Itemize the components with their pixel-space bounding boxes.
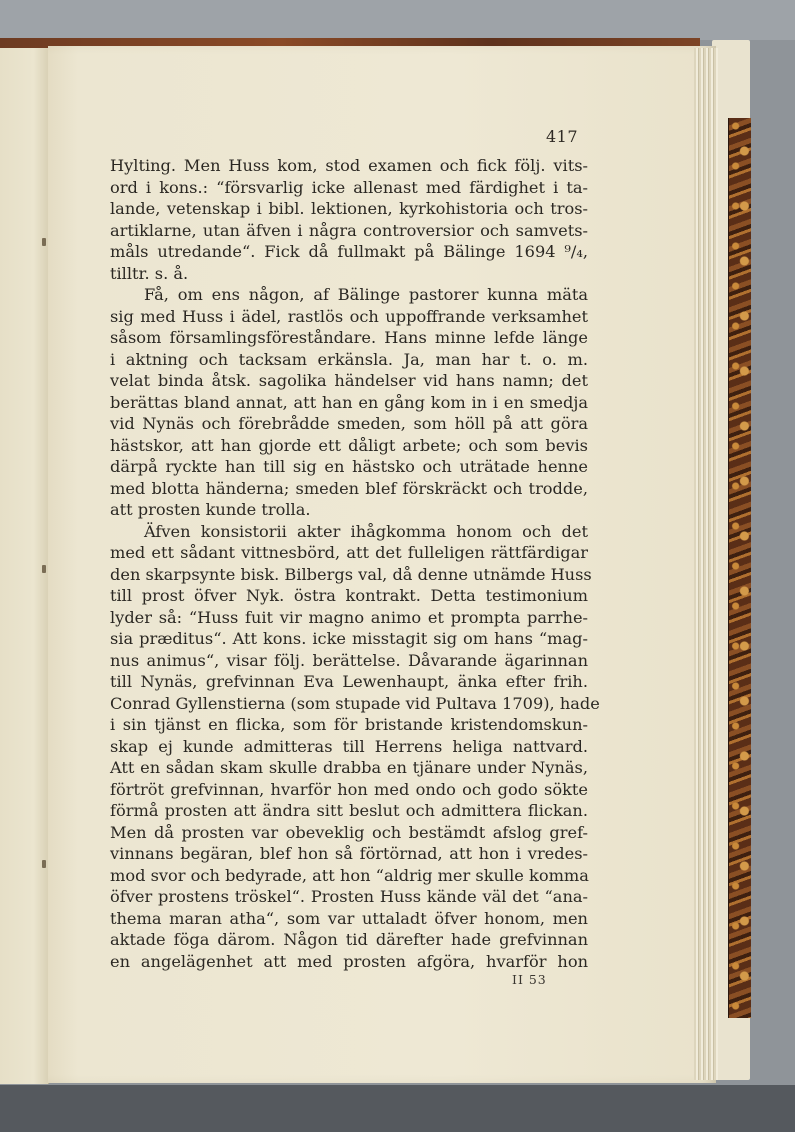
text-line: vinnans begäran, blef hon så förtörnad, att hon i vredes-	[110, 844, 588, 863]
text-line: berättas bland annat, att han en gång kom in i en smedja	[110, 392, 588, 412]
text-line: förmå prosten att ändra sitt beslut och admittera flickan.	[110, 801, 588, 820]
text-line: lande, vetenskap i bibl. lektionen, kyrkohistoria och tros-	[110, 199, 588, 218]
text-line: måls utredande“. Fick då fullmakt på Bälinge 1694 ⁹/₄,	[110, 242, 588, 261]
text-line: i sin tjänst en flicka, som för bristande kristendomskun-	[110, 715, 588, 734]
text-line: den skarpsynte bisk. Bilbergs val, då denne utnämde Huss	[110, 564, 592, 584]
scan-background-top	[0, 0, 795, 40]
text-line: Att en sådan skam skulle drabba en tjänare under Nynäs,	[110, 758, 588, 777]
text-line: såsom församlingsföreståndare. Hans minne lefde länge	[110, 328, 588, 347]
text-line: hästskor, att han gjorde ett dåligt arbete; och som bevis	[110, 435, 588, 455]
text-line: i aktning och tacksam erkänsla. Ja, man har t. o. m.	[110, 349, 588, 369]
marbled-cover-edge	[728, 118, 751, 1018]
text-line: Hylting. Men Huss kom, stod examen och fick följ. vits-	[110, 156, 588, 175]
text-line: till Nynäs, grefvinnan Eva Lewenhaupt, änka efter frih.	[110, 672, 588, 691]
text-line: att prosten kunde trolla.	[110, 500, 311, 519]
margin-mark	[42, 565, 46, 573]
text-line: vid Nynäs och förebrådde smeden, som höll på att göra	[110, 414, 588, 433]
text-line: mod svor och bedyrade, att hon “aldrig mer skulle komma	[110, 865, 589, 885]
text-line: Få, om ens någon, af Bälinge pastorer kunna mäta	[144, 285, 588, 304]
text-line: artiklarne, utan äfven i några controversior och samvets-	[110, 220, 588, 240]
text-line: sia præditus“. Att kons. icke misstagit sig om hans “mag-	[110, 629, 588, 648]
text-line: skap ej kunde admitteras till Herrens heliga nattvard.	[110, 736, 588, 756]
text-line: tilltr. s. å.	[110, 263, 189, 283]
body-text	[110, 155, 600, 972]
text-line: nus animus“, visar följ. berättelse. Dåvarande ägarinnan	[110, 650, 588, 670]
text-line: med ett sådant vittnesbörd, att det fulleligen rättfärdigar	[110, 543, 588, 562]
text-line: lyder så: “Huss fuit vir magno animo et prompta parrhe-	[110, 607, 588, 627]
text-line: därpå ryckte han till sig en hästsko och uträtade henne	[110, 457, 588, 476]
text-line: Men då prosten var obeveklig och bestämdt afslog gref-	[110, 822, 588, 842]
signature-mark: II 53	[512, 972, 547, 987]
scan-background-bottom	[0, 1085, 795, 1132]
margin-mark	[42, 860, 46, 868]
page-number: 417	[546, 127, 579, 146]
text-line: aktade föga därom. Någon tid därefter hade grefvinnan	[110, 930, 588, 949]
text-line: Conrad Gyllenstierna (som stupade vid Pultava 1709), hade	[110, 693, 600, 713]
text-line: velat binda åtsk. sagolika händelser vid hans namn; det	[110, 371, 588, 390]
text-line: thema maran atha“, som var uttaladt öfver honom, men	[110, 908, 588, 928]
page-stack-edge	[694, 48, 718, 1080]
text-line: Äfven konsistorii akter ihågkomma honom och det	[144, 521, 588, 541]
text-line: öfver prostens tröskel“. Prosten Huss kände väl det “ana-	[110, 887, 588, 906]
text-line: med blotta händerna; smeden blef förskräckt och trodde,	[110, 478, 588, 498]
text-line: förtröt grefvinnan, hvarför hon med ondo och godo sökte	[110, 779, 588, 799]
text-line: till prost öfver Nyk. östra kontrakt. Detta testimonium	[110, 586, 588, 605]
text-line: sig med Huss i ädel, rastlös och uppoffrande verksamhet	[110, 306, 588, 326]
text-line: ord i kons.: “försvarlig icke allenast med färdighet i ta-	[110, 177, 588, 197]
margin-mark	[42, 238, 46, 246]
text-line: en angelägenhet att med prosten afgöra, hvarför hon	[110, 951, 588, 971]
